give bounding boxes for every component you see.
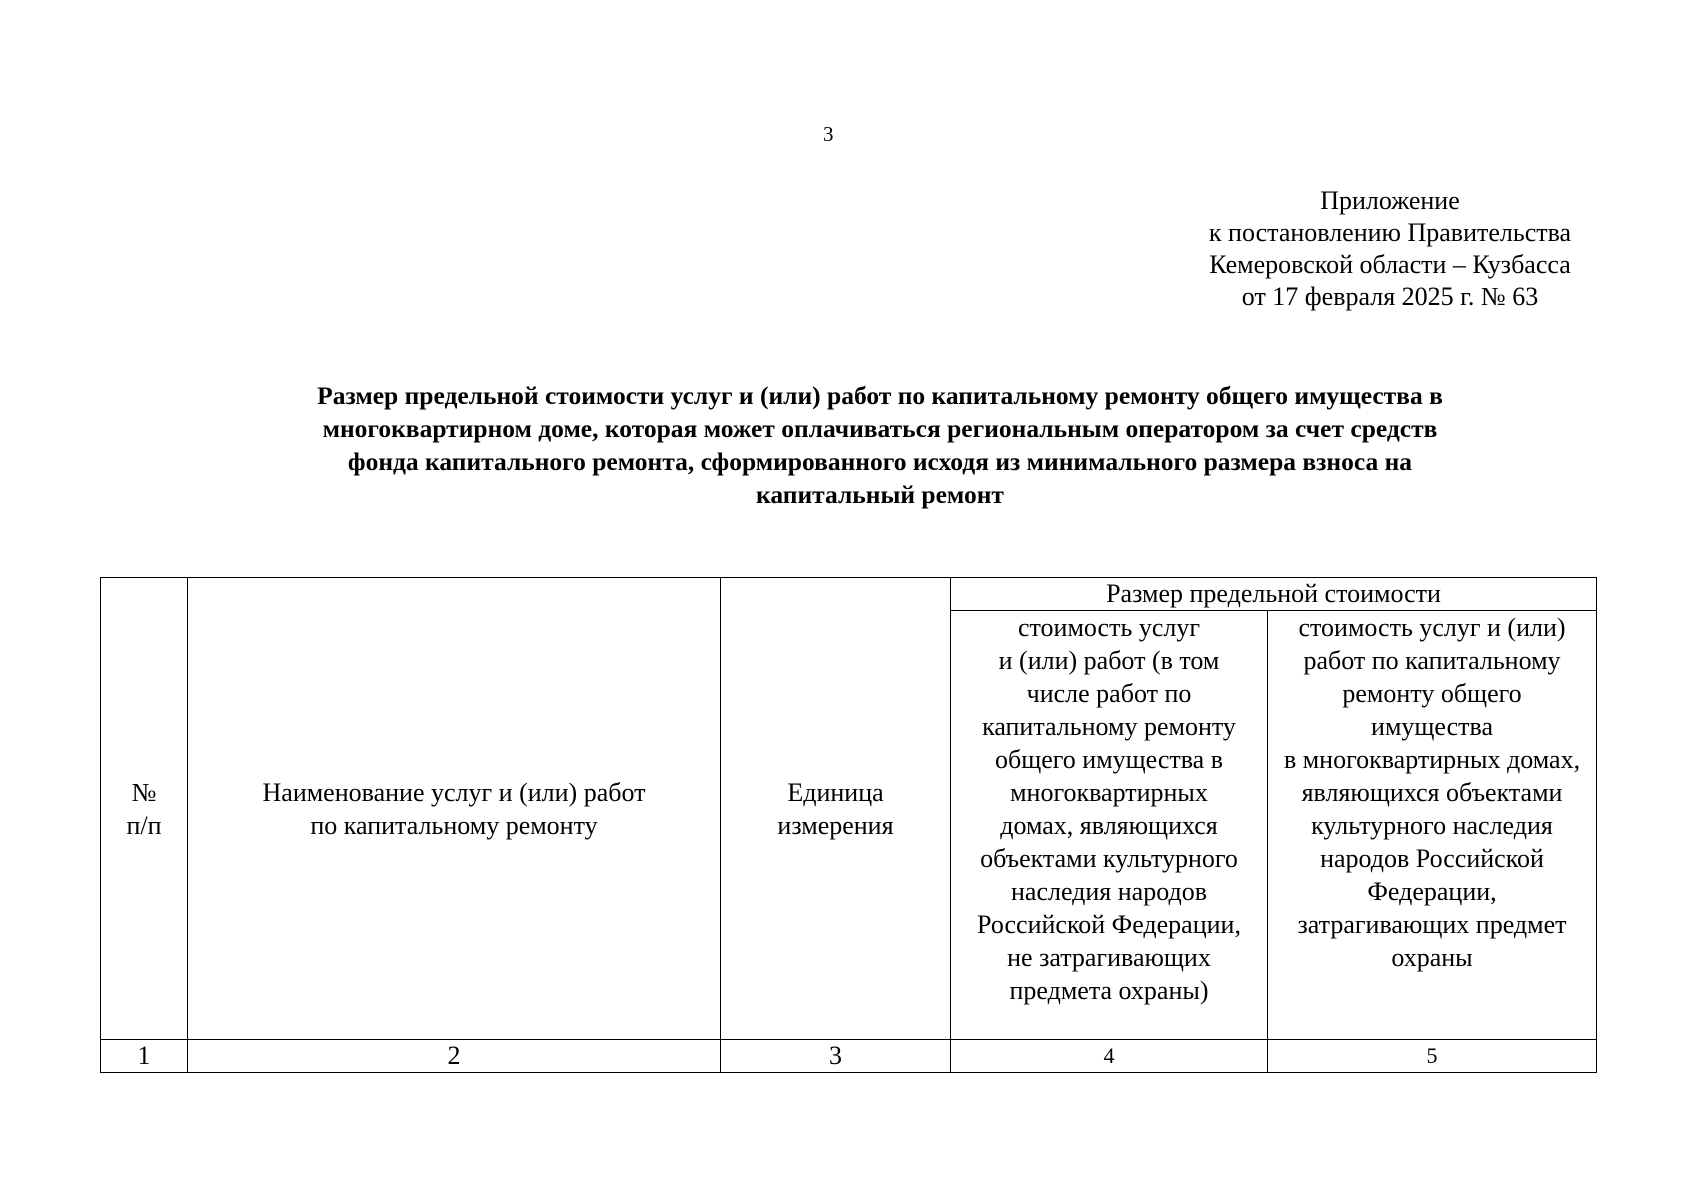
appendix-line: Кемеровской области – Кузбасса (1209, 250, 1571, 279)
title-line: многоквартирном доме, которая может оплачиваться региональным оператором за счет средств (322, 414, 1438, 443)
appendix-block (1160, 185, 1620, 313)
title-line: фонда капитального ремонта, сформированного исходя из минимального размера взноса на (347, 447, 1413, 476)
header-number: № п/п (101, 578, 188, 1040)
title-line: Размер предельной стоимости услуг и (или) работ по капитальному ремонту общего имущества в (317, 381, 1443, 410)
header-cost-heritage: стоимость услуг и (или) работ по капитальному ремонту общего имущества в многоквартирных домах, являющихся объектами культурного наследия народов Российской Федерации, затрагивающих предмет охраны (1268, 611, 1597, 1040)
header-unit: Единица измерения (721, 578, 951, 1040)
column-number-row (101, 1040, 1597, 1073)
header-cost-group: Размер предельной стоимости (951, 578, 1597, 611)
appendix-line: к постановлению Правительства (1208, 218, 1572, 247)
page-number: 3 (823, 122, 834, 146)
column-number: 5 (1268, 1040, 1597, 1073)
column-number: 4 (951, 1040, 1268, 1073)
column-number: 3 (721, 1040, 951, 1073)
column-number: 2 (188, 1040, 721, 1073)
title-line: капитальный ремонт (756, 480, 1004, 509)
header-service-name: Наименование услуг и (или) работ по капитальному ремонту (188, 578, 721, 1040)
header-cost-non-heritage: стоимость услуг и (или) работ (в том числе работ по капитальному ремонту общего имущества в многоквартирных домах, являющихся объектами культурного наследия народов Российской Федерации, не затрагивающих предмета охраны) (951, 611, 1268, 1040)
column-number: 1 (101, 1040, 188, 1073)
appendix-line: от 17 февраля 2025 г. № 63 (1241, 282, 1539, 311)
cost-table (100, 577, 1597, 1073)
document-title (170, 379, 1590, 511)
appendix-line: Приложение (1320, 186, 1460, 215)
